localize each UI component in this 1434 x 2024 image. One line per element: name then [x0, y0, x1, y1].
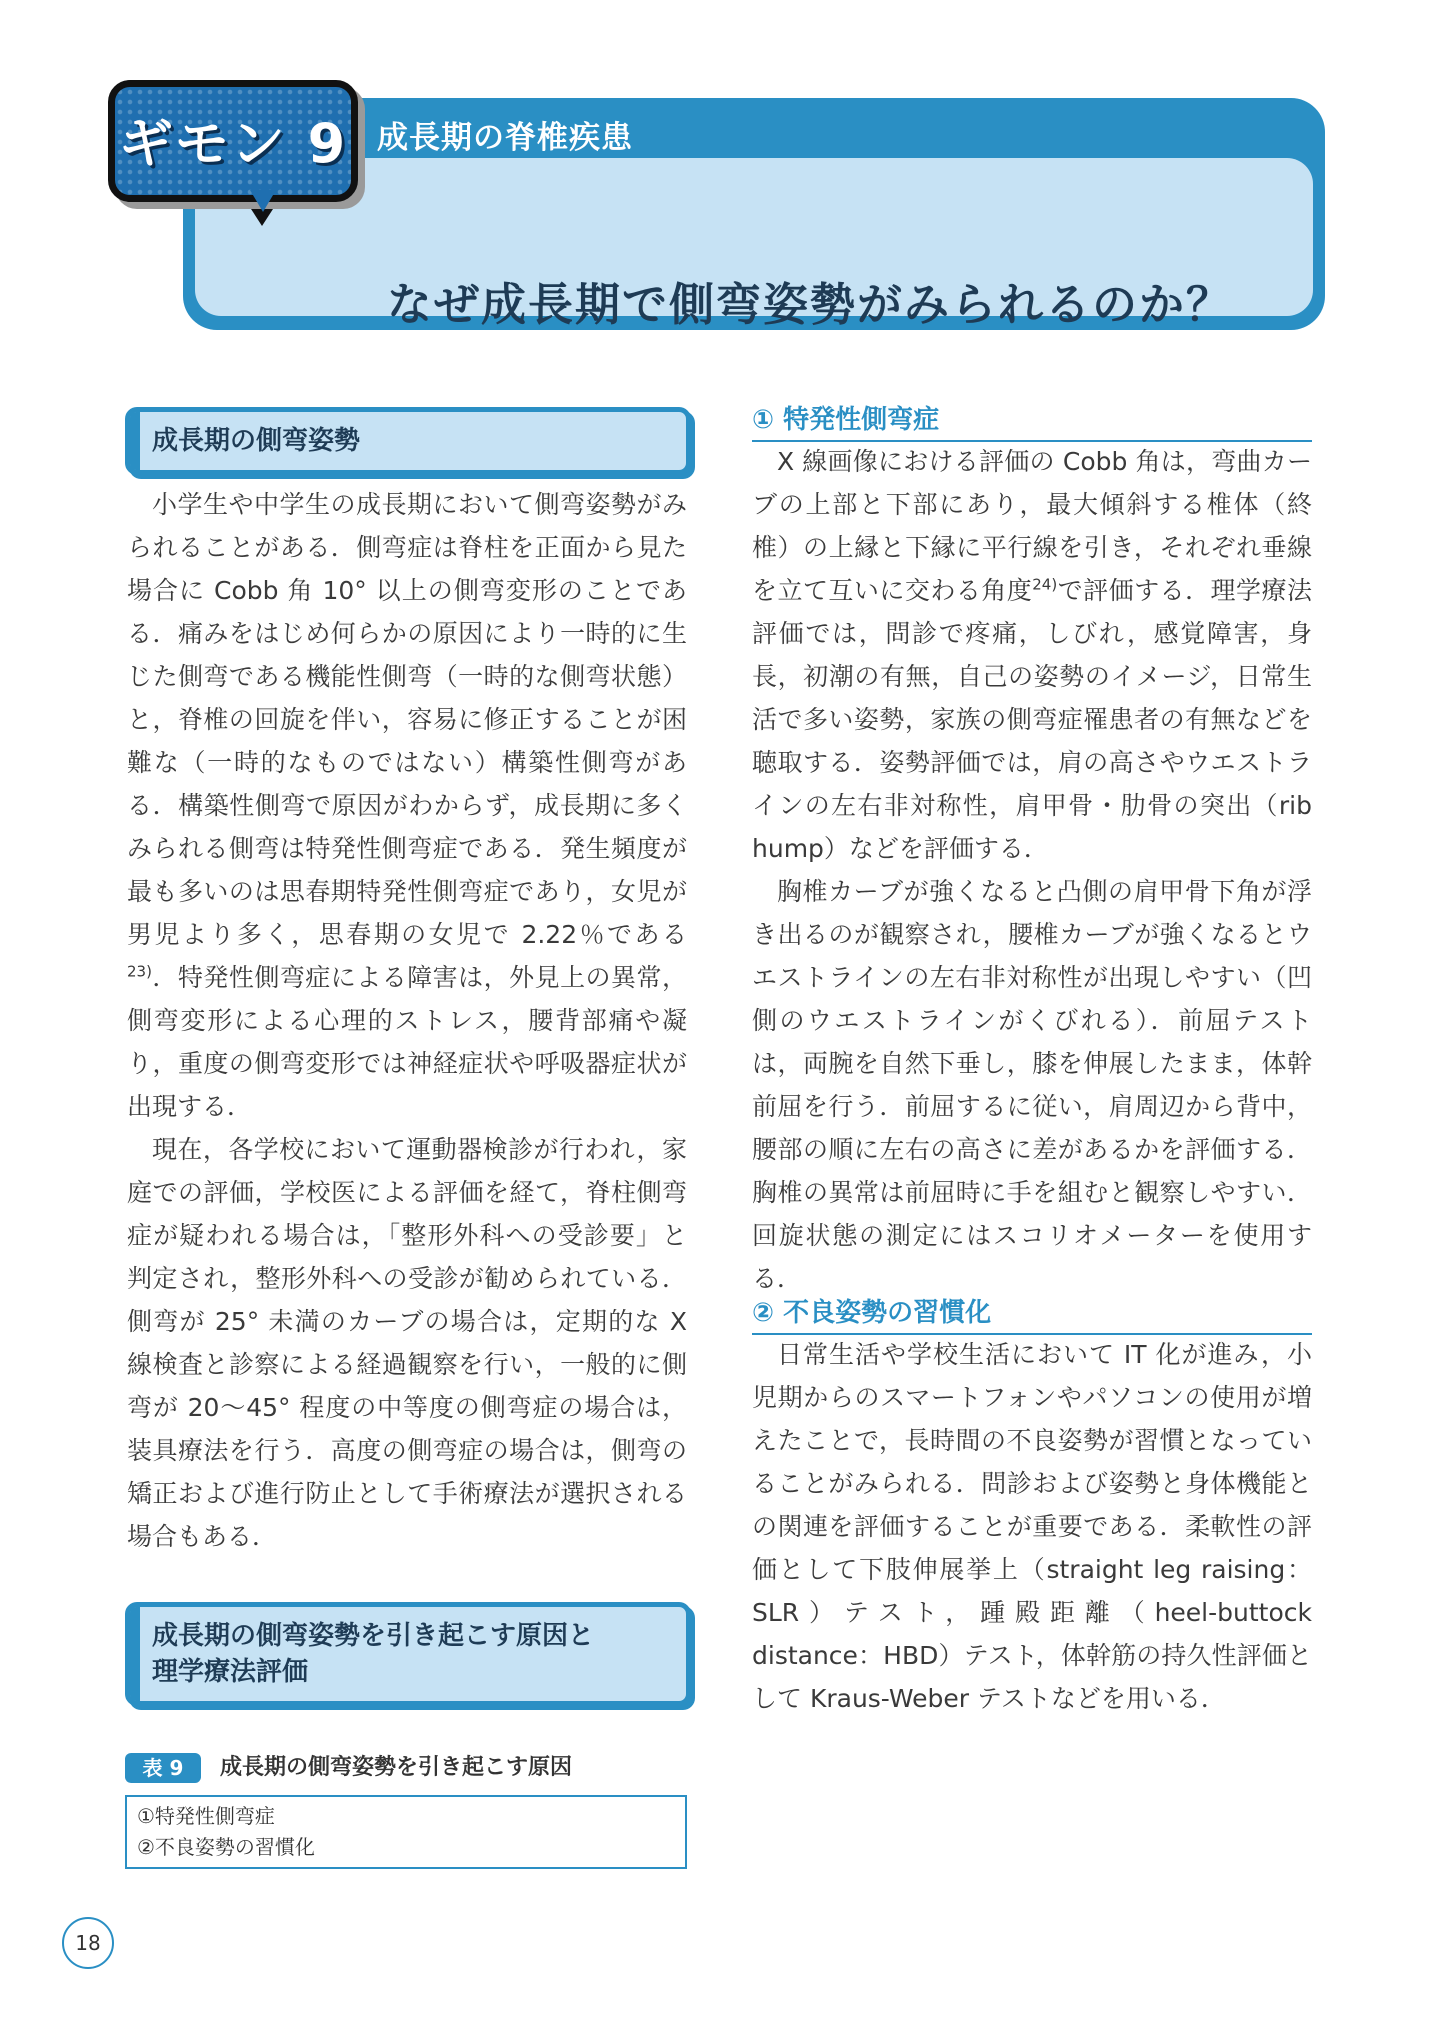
reference-mark: 24): [1032, 575, 1058, 594]
page-title: なぜ成長期で側弯姿勢がみられるのか？: [387, 278, 1234, 331]
table-label: 表 9: [125, 1753, 201, 1783]
speech-bubble-tail-inner: [250, 190, 276, 212]
chapter-category: 成長期の脊椎疾患: [377, 120, 633, 156]
table-row: ②不良姿勢の習慣化: [137, 1835, 315, 1859]
paragraph: [127, 483, 687, 1128]
table-row: ①特発性側弯症: [137, 1804, 275, 1828]
gimon-badge: [108, 80, 358, 202]
reference-mark: 23): [127, 962, 152, 981]
table-caption: 成長期の側弯姿勢を引き起こす原因: [220, 1755, 573, 1780]
paragraph: 日常生活や学校生活において IT 化が進み，小児期からのスマートフォンやパソコンの使用が増えたことで，長時間の不良姿勢が習慣となっていることがみられる．問診および姿勢と身体機能との関連を評価することが重要である．柔軟性の評価として下肢伸展挙上（straight leg raising：SLR）テスト，踵殿距離（heel-buttock distance：HBD）テスト，体幹筋の持久性評価として Kraus-Weber テストなどを用いる．: [752, 1340, 1312, 1713]
section-heading-2-text: [152, 1618, 594, 1690]
subsection-heading-2: ② 不良姿勢の習慣化: [752, 1295, 1312, 1335]
section-heading-1-text: 成長期の側弯姿勢: [152, 426, 361, 456]
left-column-text-1: [127, 483, 687, 1558]
paragraph-text: で評価する．理学療法評価では，問診で疼痛，しびれ，感覚障害，身長，初潮の有無，自己の姿勢のイメージ，日常生活で多い姿勢，家族の側弯症罹患者の有無などを聴取する．姿勢評価では，肩の高さやウエストラインの左右非対称性，肩甲骨・肋骨の突出（rib hump）などを評価する．: [752, 576, 1312, 863]
gimon-badge-label: ギモン 9: [118, 112, 348, 175]
paragraph: 胸椎カーブが強くなると凸側の肩甲骨下角が浮き出るのが観察され，腰椎カーブが強くなるとウエストラインの左右非対称性が出現しやすい（凹側のウエストラインがくびれる）．前屈テストは，両腕を自然下垂し，膝を伸展したまま，体幹前屈を行う．前屈するに従い，肩周辺から背中，腰部の順に左右の高さに差があるかを評価する．胸椎の異常は前屈時に手を組むと観察しやすい．回旋状態の測定にはスコリオメーターを使用する．: [752, 877, 1312, 1293]
paragraph-text: ．特発性側弯症による障害は，外見上の異常，側弯変形による心理的ストレス，腰背部痛や凝り，重度の側弯変形では神経症状や呼吸器症状が出現する．: [127, 963, 687, 1121]
section-heading-1: [125, 407, 691, 475]
cause-table: [125, 1795, 687, 1869]
page-number: 18: [62, 1917, 114, 1969]
paragraph: [752, 440, 1312, 870]
paragraph-text: 小学生や中学生の成長期において側弯姿勢がみられることがある．側弯症は脊柱を正面から見た場合に Cobb 角 10° 以上の側弯変形のことである．痛みをはじめ何らかの原因により一時的に生じた側弯である機能性側弯（一時的な側弯状態）と，脊椎の回旋を伴い，容易に修正することが困難な（一時的なものではない）構築性側弯がある．構築性側弯で原因がわからず，成長期に多くみられる側弯は特発性側弯症である．発生頻度が最も多いのは思春期特発性側弯症であり，女児が男児より多く，思春期の女児で 2.22％である: [127, 490, 687, 949]
subsection-heading-1: ① 特発性側弯症: [752, 402, 1312, 442]
section-heading-2-line: 理学療法評価: [152, 1657, 309, 1687]
section-heading-2: [125, 1602, 691, 1706]
title-panel: [195, 158, 1313, 331]
right-column-text-1: [752, 440, 1312, 1300]
paragraph-text: X 線画像における評価の Cobb 角は，弯曲カーブの上部と下部にあり，最大傾斜する椎体（終椎）の上縁と下縁に平行線を引き，それぞれ垂線を立て互いに交わる角度: [752, 447, 1312, 605]
section-heading-2-line: 成長期の側弯姿勢を引き起こす原因と: [152, 1621, 595, 1651]
paragraph: 現在，各学校において運動器検診が行われ，家庭での評価，学校医による評価を経て，脊柱側弯症が疑われる場合は，「整形外科への受診要」と判定され，整形外科への受診が勧められている．側弯が 25° 未満のカーブの場合は，定期的な X 線検査と診察による経過観察を行い，一般的に側弯が 20〜45° 程度の中等度の側弯症の場合は，装具療法を行う．高度の側弯症の場合は，側弯の矯正および進行防止として手術療法が選択される場合もある．: [127, 1135, 687, 1551]
right-column-text-2: [752, 1333, 1312, 1720]
